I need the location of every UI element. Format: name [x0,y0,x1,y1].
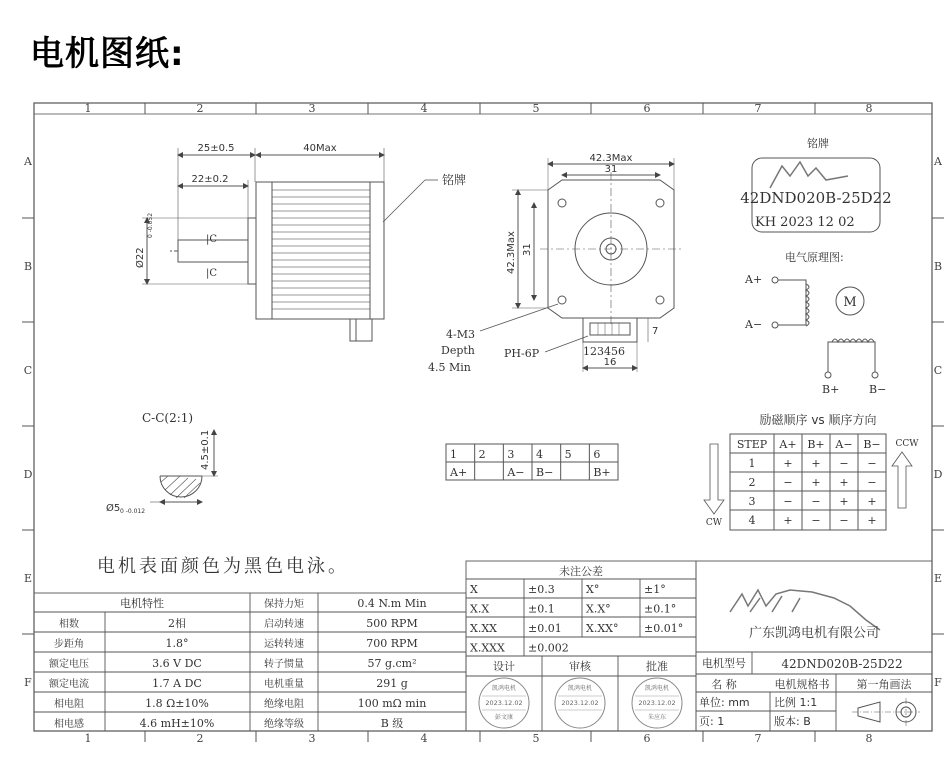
tolerance-cell: X.XXX [470,641,505,655]
tolerance-cell: X° [586,583,600,596]
flat-mark-top: |C [206,234,218,245]
spec-value: 1.8 Ω±10% [145,697,209,710]
frame-row-label-left: E [23,572,33,585]
spec-key: 电机重量 [264,679,304,690]
tb-model-value: 42DND020B-25D22 [781,657,903,671]
section-dim-5-tol: 0 -0.012 [120,508,146,515]
tolerance-cell: ±0.01 [528,622,562,635]
sequence-cell: + [783,457,793,470]
sequence-cell: + [811,457,821,470]
pin-signal: A+ [450,466,468,479]
frame-row-label-left: C [23,364,33,377]
schematic-a-plus: A+ [745,273,763,286]
frame-row-label-left: B [23,260,33,273]
schematic-a-minus: A− [745,318,763,331]
connector-label: PH-6P [504,347,540,360]
spec-key: 相电感 [54,719,84,730]
tolerance-cell: ±0.01° [644,622,684,635]
sequence-cell: 3 [748,495,756,508]
nameplate-model: 42DND020B-25D22 [740,189,892,207]
spec-key: 额定电流 [49,679,89,690]
tolerance-cell: X.X° [586,602,611,616]
sequence-cell: 4 [748,514,756,527]
nameplate-logo-icon [770,162,848,188]
pin-number: 6 [593,448,601,461]
pin-table [446,444,618,480]
sequence-cell: − [811,495,821,508]
frame-col-label-top: 2 [196,102,204,115]
schematic-b-minus: B− [869,383,887,396]
frame-col-label-top: 8 [865,102,873,115]
spec-value: 0.4 N.m Min [357,597,427,610]
sequence-cell: + [839,495,849,508]
spec-value: B 级 [380,717,404,730]
spec-key: 额定电压 [49,659,89,670]
schematic-title: 电气原理图: [785,251,844,264]
frame-row-label-right: D [933,468,943,481]
spec-value: 1.8° [165,637,189,650]
frame-col-label-top: 7 [754,102,762,115]
tb-model-label: 电机型号 [702,657,746,670]
dim-width-31: 31 [604,164,618,175]
tolerance-cell: X.XX [470,622,497,635]
cw-label: CW [705,518,723,528]
spec-value: 57 g.cm² [367,657,417,670]
spec-key: 保持力矩 [264,599,304,610]
schematic-b-plus: B+ [822,383,840,396]
spec-key: 绝缘等级 [264,719,304,730]
tolerance-cell: ±0.1 [528,602,555,616]
spec-value: 700 RPM [366,637,418,650]
tolerance-cell: ±0.002 [528,641,569,655]
tb-name-value: 电机规格书 [774,678,830,691]
frame-row-label-right: A [934,155,942,168]
sequence-title: 励磁顺序 vs 顺序方向 [759,413,877,427]
dim-25: 25±0.5 [197,143,235,154]
schematic-drawing [772,277,878,378]
spec-value: 100 mΩ min [357,697,427,710]
pin-signal: B+ [593,466,611,479]
dim-7: 7 [652,326,659,337]
tb-unit: 单位: mm [699,696,750,709]
frame-col-label-bottom: 1 [84,732,92,745]
frame-col-label-top: 3 [308,102,316,115]
frame-col-label-top: 1 [84,102,92,115]
stamp-date: 2023.12.02 [561,699,599,707]
stamp-company: 凯鸿电机 [491,685,517,692]
dim-22: 22±0.2 [191,174,229,185]
dim-height-31: 31 [522,243,533,256]
spec-key: 转子惯量 [264,659,304,670]
nameplate-callout: 铭牌 [442,173,467,187]
side-view [142,148,438,341]
tolerance-cell: X [470,583,478,596]
stamp-company: 凯鸿电机 [644,685,670,692]
hole-note-1: 4-M3 [446,328,475,341]
tolerance-cell: X.XX° [586,622,619,635]
frame-row-label-right: F [934,676,942,689]
sequence-header: B− [863,438,881,451]
hole-note-2: Depth [441,344,475,357]
sequence-cell: − [839,514,849,527]
frame-col-label-bottom: 6 [643,732,651,745]
sequence-cell: + [811,476,821,489]
frame-row-label-left: D [23,468,33,481]
frame-col-label-bottom: 8 [865,732,873,745]
section-dim-45: 4.5±0.1 [200,429,211,470]
stamp-name: 朱应东 [647,714,667,721]
dim-40max: 40Max [303,143,337,154]
pin-signal: A− [507,466,525,479]
pin-number: 2 [478,448,486,461]
pin-signal: B− [536,466,554,479]
stamp-date: 2023.12.02 [638,699,676,707]
pin-number: 4 [536,448,544,461]
approval-label: 审核 [569,660,591,673]
sequence-header: STEP [736,438,768,451]
sequence-cell: − [783,495,793,508]
spec-key: 运转转速 [264,639,304,650]
sequence-header: B+ [807,438,825,451]
pin-number: 1 [450,448,457,461]
first-angle-projection-icon [852,698,920,726]
shaft-diameter: Ø22 [135,247,146,268]
nameplate-date: KH 2023 12 02 [755,215,855,230]
sequence-cell: − [783,476,793,489]
spec-value: 291 g [376,677,408,690]
dim-height-max: 42.3Max [506,231,517,274]
tb-name-label: 名 称 [711,678,737,691]
section-dim-5: Ø5 [106,503,121,514]
surface-color-note: 电机表面颜色为黑色电泳。 [97,556,349,577]
frame-col-label-bottom: 4 [420,732,428,745]
page-heading: 电机图纸: [30,34,185,74]
company-name: 广东凯鸿电机有限公司 [748,626,880,641]
frame-col-label-bottom: 7 [754,732,762,745]
approval-label: 批准 [646,660,668,673]
spec-value: 3.6 V DC [152,657,202,670]
sequence-cell: 2 [748,476,756,489]
sequence-cell: + [867,514,877,527]
tb-scale: 比例 1:1 [774,696,818,709]
sequence-cell: + [783,514,793,527]
stamp-date: 2023.12.02 [485,699,523,707]
approval-label: 设计 [493,660,515,673]
frame-col-label-bottom: 2 [196,732,204,745]
frame-row-label-right: C [933,364,943,377]
tolerance-cell: ±0.3 [528,583,555,596]
frame-col-label-top: 5 [532,102,540,115]
ccw-label: CCW [895,439,919,449]
spec-key: 步距角 [54,639,84,650]
stamp-name: 彭文康 [494,714,514,721]
frame-col-label-top: 6 [643,102,651,115]
spec-value: 2相 [168,617,186,630]
dim-16: 16 [603,357,617,368]
flat-mark-bottom: |C [206,268,218,279]
spec-key: 绝缘电阻 [264,699,304,710]
frame-row-label-right: B [933,260,943,273]
frame-row-label-left: F [24,676,32,689]
sequence-cell: − [839,457,849,470]
tolerance-title: 未注公差 [559,565,603,578]
frame-row-label-right: E [933,572,943,585]
spec-key: 相电阻 [54,699,84,710]
section-title: C-C(2:1) [142,411,194,425]
dim-width-max: 42.3Max [589,153,633,164]
tolerance-cell: ±1° [644,583,666,596]
hole-note-3: 4.5 Min [428,361,471,374]
sequence-cell: 1 [748,457,756,470]
spec-key: 启动转速 [264,619,304,630]
company-logo-icon [730,590,880,630]
sequence-cell: − [867,476,877,489]
sequence-cell: − [811,514,821,527]
sequence-header: A+ [779,438,797,451]
tb-page: 页: 1 [699,715,725,728]
frame-col-label-top: 4 [420,102,428,115]
frame-row-label-left: A [24,155,32,168]
shaft-diameter-tol: 0 -0.052 [147,212,154,238]
stamp-company: 凯鸿电机 [567,685,593,692]
tolerance-cell: X.X [470,602,490,616]
spec-value: 4.6 mH±10% [139,717,215,730]
spec-key: 相数 [59,619,79,630]
connector-pins: 123456 [583,345,625,358]
spec-value: 1.7 A DC [152,677,202,690]
motor-symbol-icon: M [843,295,857,310]
spec-value: 500 RPM [366,617,418,630]
pin-number: 5 [564,448,572,461]
frame-col-label-bottom: 5 [532,732,540,745]
specs-title: 电机特性 [120,597,164,610]
sequence-cell: − [867,457,877,470]
sequence-header: A− [835,438,853,451]
frame-col-label-bottom: 3 [308,732,316,745]
sequence-cell: + [839,476,849,489]
tb-version: 版本: B [774,715,811,728]
tb-projection: 第一角画法 [856,678,912,691]
nameplate-title: 铭牌 [807,137,829,150]
sequence-cell: + [867,495,877,508]
pin-number: 3 [507,448,515,461]
tolerance-cell: ±0.1° [644,602,677,616]
